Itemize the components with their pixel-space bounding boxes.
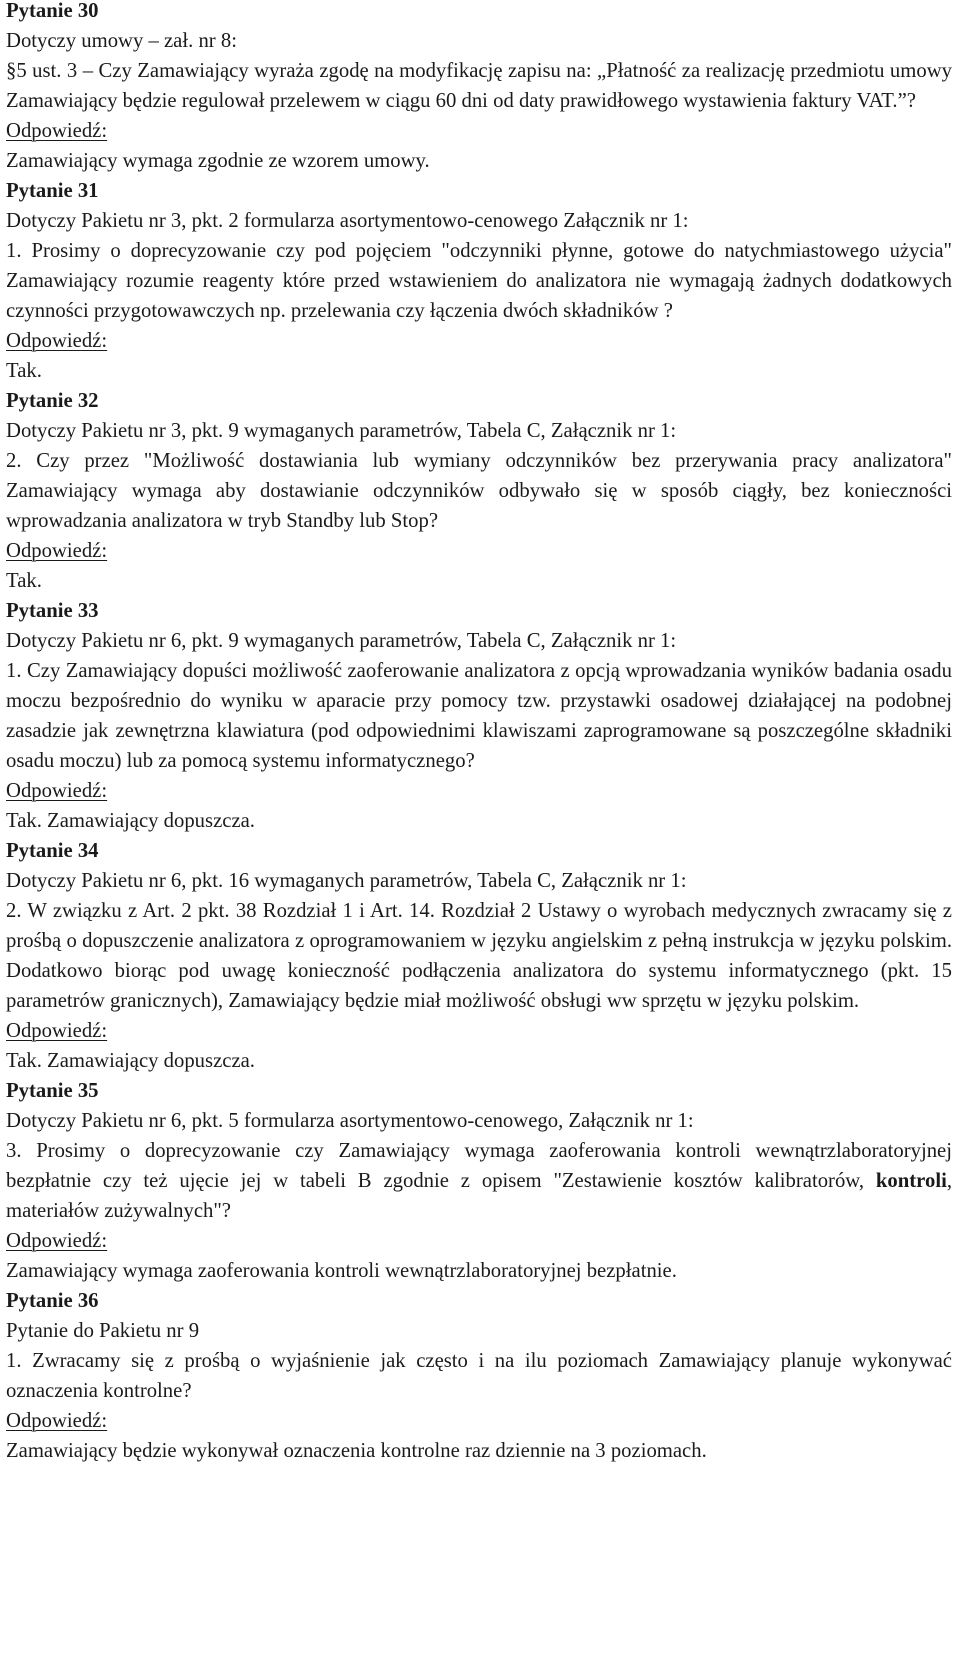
question-text: 1. Zwracamy się z prośbą o wyjaśnienie jak często i na ilu poziomach Zamawiający planuje wykonywać oznaczenia kontrolne? [6, 1350, 952, 1402]
answer-text: Tak. [6, 570, 42, 592]
answer-text: Zamawiający będzie wykonywał oznaczenia kontrolne raz dziennie na 3 poziomach. [6, 1440, 707, 1462]
question-32 [6, 386, 952, 596]
question-heading: Pytanie 30 [6, 0, 99, 22]
question-heading: Pytanie 33 [6, 600, 99, 622]
question-text: 1. Czy Zamawiający dopuści możliwość zaoferowanie analizatora z opcją wprowadzania wyników badania osadu moczu bezpośrednio do wyniku w aparacie przy pomocy tzw. przystawki osadowej działającej na podobnej zasadzie jak zewnętrzna klawiatura (pod odpowiednimi klawiszami zaprogramowane są poszczególne składniki osadu moczu) lub za pomocą systemu informatycznego? [6, 660, 952, 772]
document-page [6, 0, 952, 1466]
answer-text: Zamawiający wymaga zaoferowania kontroli wewnątrzlaboratoryjnej bezpłatnie. [6, 1260, 677, 1282]
question-31 [6, 176, 952, 386]
question-text-start: 3. Prosimy o doprecyzowanie czy Zamawiający wymaga zaoferowania kontroli wewnątrzlaboratoryjnej bezpłatnie czy też ujęcie jej w tabeli B zgodnie z opisem "Zestawienie kosztów kalibratorów, [6, 1140, 952, 1192]
question-36 [6, 1286, 952, 1466]
question-text-end: , materiałów zużywalnych"? [6, 1170, 952, 1222]
answer-text: Tak. [6, 360, 42, 382]
question-heading: Pytanie 32 [6, 390, 99, 412]
answer-text: Tak. Zamawiający dopuszcza. [6, 810, 255, 832]
question-reference: Dotyczy Pakietu nr 6, pkt. 5 formularza asortymentowo-cenowego, Załącznik nr 1: [6, 1110, 694, 1132]
question-30 [6, 0, 952, 176]
answer-label: Odpowiedź: [6, 120, 108, 142]
question-text: 1. Prosimy o doprecyzowanie czy pod pojęciem "odczynniki płynne, gotowe do natychmiastowego użycia" Zamawiający rozumie reagenty które przed wstawieniem do analizatora nie wymagają żadnych dodatkowych czynności przygotowawczych np. przelewania czy łączenia dwóch składników ? [6, 240, 952, 322]
question-reference: Pytanie do Pakietu nr 9 [6, 1320, 200, 1342]
question-reference: Dotyczy Pakietu nr 6, pkt. 9 wymaganych parametrów, Tabela C, Załącznik nr 1: [6, 630, 677, 652]
question-text: §5 ust. 3 – Czy Zamawiający wyraża zgodę na modyfikację zapisu na: „Płatność za realizację przedmiotu umowy Zamawiający będzie regulował przelewem w ciągu 60 dni od daty prawidłowego wystawienia faktury VAT.”? [6, 60, 952, 112]
question-35 [6, 1076, 952, 1286]
question-text-emphasis: kontroli [875, 1170, 947, 1192]
question-34 [6, 836, 952, 1076]
answer-label: Odpowiedź: [6, 780, 108, 802]
question-reference: Dotyczy Pakietu nr 6, pkt. 16 wymaganych parametrów, Tabela C, Załącznik nr 1: [6, 870, 687, 892]
answer-label: Odpowiedź: [6, 1230, 108, 1252]
question-heading: Pytanie 36 [6, 1290, 99, 1312]
question-text: 2. Czy przez "Możliwość dostawiania lub wymiany odczynników bez przerywania pracy analizatora" Zamawiający wymaga aby dostawianie odczynników odbywało się w sposób ciągły, bez konieczności wprowadzania analizatora w tryb Standby lub Stop? [6, 450, 952, 532]
question-text: 2. W związku z Art. 2 pkt. 38 Rozdział 1 i Art. 14. Rozdział 2 Ustawy o wyrobach medycznych zwracamy się z prośbą o dopuszczenie analizatora z oprogramowaniem w języku angielskim z pełną instrukcja w języku polskim. Dodatkowo biorąc pod uwagę konieczność podłączenia analizatora do systemu informatycznego (pkt. 15 parametrów granicznych), Zamawiający będzie miał możliwość obsługi ww sprzętu w języku polskim. [6, 900, 952, 1012]
answer-text: Tak. Zamawiający dopuszcza. [6, 1050, 255, 1072]
answer-label: Odpowiedź: [6, 540, 108, 562]
question-reference: Dotyczy umowy – zał. nr 8: [6, 30, 237, 52]
answer-label: Odpowiedź: [6, 330, 108, 352]
question-reference: Dotyczy Pakietu nr 3, pkt. 9 wymaganych parametrów, Tabela C, Załącznik nr 1: [6, 420, 677, 442]
question-text [6, 1136, 952, 1226]
question-heading: Pytanie 34 [6, 840, 99, 862]
question-heading: Pytanie 31 [6, 180, 99, 202]
answer-label: Odpowiedź: [6, 1410, 108, 1432]
question-heading: Pytanie 35 [6, 1080, 99, 1102]
question-reference: Dotyczy Pakietu nr 3, pkt. 2 formularza asortymentowo-cenowego Załącznik nr 1: [6, 210, 689, 232]
answer-label: Odpowiedź: [6, 1020, 108, 1042]
answer-text: Zamawiający wymaga zgodnie ze wzorem umowy. [6, 150, 430, 172]
question-33 [6, 596, 952, 836]
